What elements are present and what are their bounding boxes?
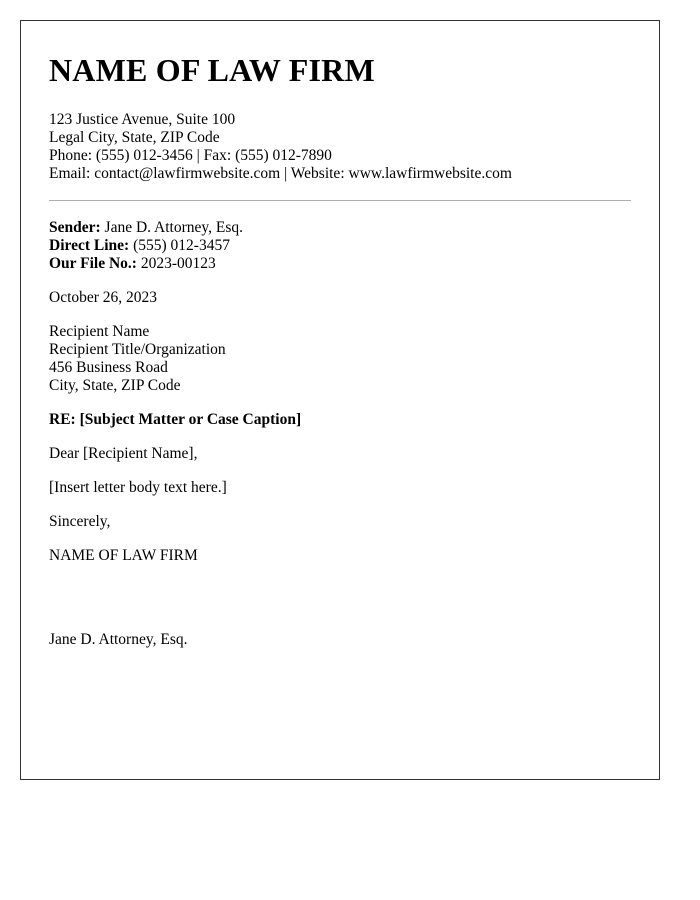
signature-firm: NAME OF LAW FIRM — [49, 547, 198, 564]
sender-row — [49, 219, 631, 237]
letterhead-divider — [49, 200, 631, 201]
recipient-street: 456 Business Road — [49, 359, 168, 376]
file-number-label: Our File No.: — [49, 255, 137, 272]
direct-line-value: (555) 012-3457 — [133, 237, 230, 254]
file-number-row — [49, 255, 631, 273]
closing: Sincerely, — [49, 513, 111, 530]
recipient-city: City, State, ZIP Code — [49, 377, 181, 394]
letter-date: October 26, 2023 — [49, 289, 158, 306]
salutation: Dear [Recipient Name], — [49, 445, 198, 462]
sender-value: Jane D. Attorney, Esq. — [104, 219, 244, 236]
firm-name-heading: NAME OF LAW FIRM — [49, 52, 375, 88]
subject-line: RE: [Subject Matter or Case Caption] — [49, 411, 302, 428]
firm-phone-fax: Phone: (555) 012-3456 | Fax: (555) 012-7890 — [49, 147, 332, 164]
firm-address-line2: Legal City, State, ZIP Code — [49, 129, 220, 146]
recipient-name: Recipient Name — [49, 323, 150, 340]
firm-letterhead — [49, 111, 631, 183]
direct-line-label: Direct Line: — [49, 237, 130, 254]
recipient-title: Recipient Title/Organization — [49, 341, 226, 358]
signature-name: Jane D. Attorney, Esq. — [49, 631, 188, 648]
firm-address-line1: 123 Justice Avenue, Suite 100 — [49, 111, 236, 128]
firm-email-website: Email: contact@lawfirmwebsite.com | Website: www.lawfirmwebsite.com — [49, 165, 512, 182]
file-number-value: 2023-00123 — [140, 255, 216, 272]
sender-label: Sender: — [49, 219, 101, 236]
recipient-address — [49, 323, 631, 395]
letter-page — [20, 20, 660, 780]
direct-line-row — [49, 237, 631, 255]
signature-space — [49, 581, 631, 631]
letter-body: [Insert letter body text here.] — [49, 479, 227, 496]
sender-info — [49, 219, 631, 273]
